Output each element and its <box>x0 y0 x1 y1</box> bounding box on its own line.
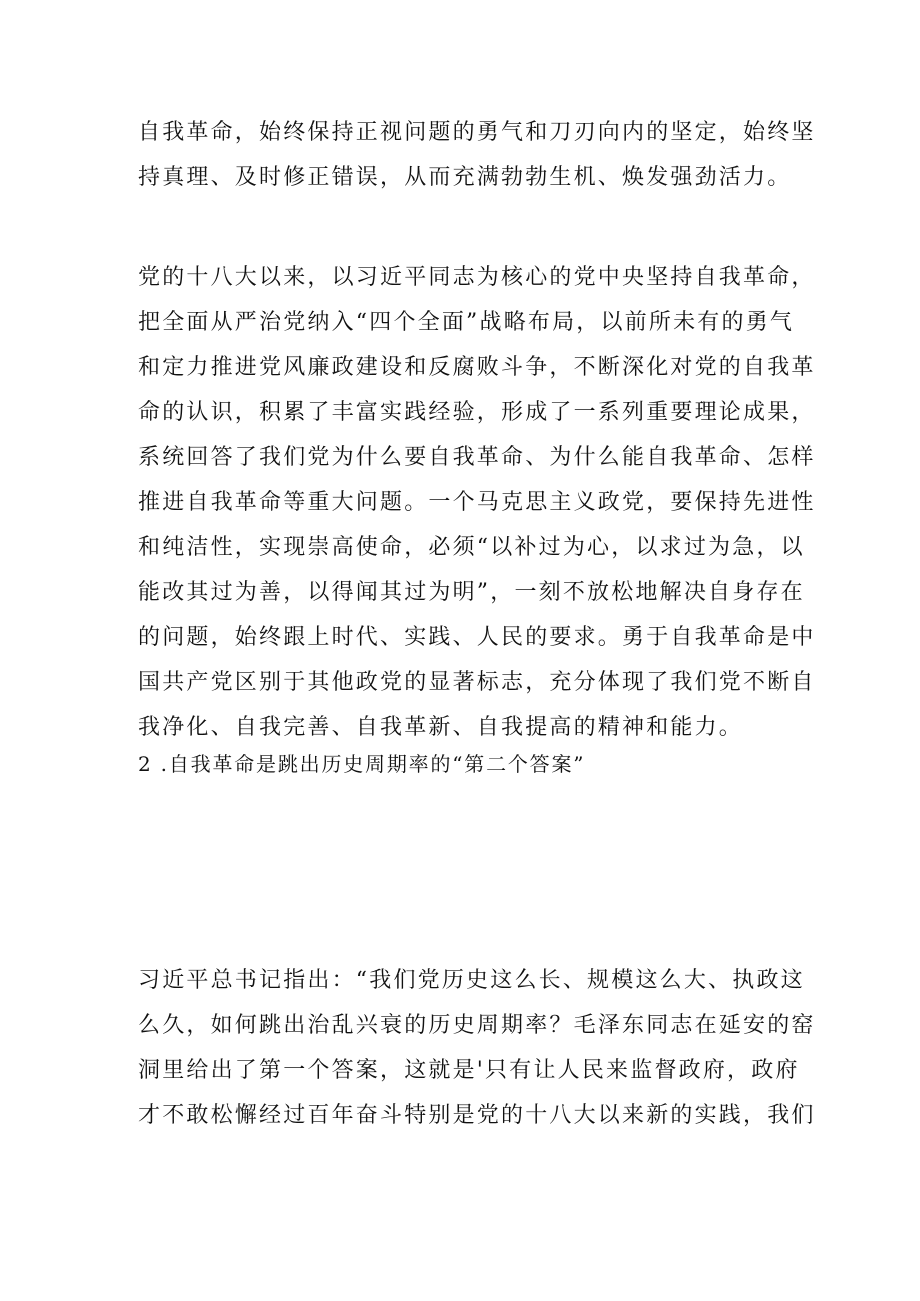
text-line: 党的十八大以来，以习近平同志为核心的党中央坚持自我革命， <box>138 265 816 290</box>
text-line: 我净化、自我完善、自我革新、自我提高的精神和能力。 <box>138 715 744 740</box>
text-line: 和纯洁性，实现崇高使命，必须“以补过为心，以求过为急，以 <box>138 535 805 560</box>
text-line: 习近平总书记指出：“我们党历史这么长、规模这么大、执政这 <box>138 968 805 993</box>
text-line: 把全面从严治党纳入“四个全面”战略布局，以前所未有的勇气 <box>138 310 795 335</box>
text-line: 和定力推进党风廉政建设和反腐败斗争，不断深化对党的自我革 <box>138 355 816 380</box>
paragraph-since-18th-congress <box>138 255 816 750</box>
text-line: 命的认识，积累了丰富实践经验，形成了一系列重要理论成果， <box>138 400 816 425</box>
text-line: 系统回答了我们党为什么要自我革命、为什么能自我革命、怎样 <box>138 445 816 470</box>
text-line: 国共产党区别于其他政党的显著标志，充分体现了我们党不断自 <box>138 670 816 695</box>
paragraph-self-revolution-intro <box>138 110 816 200</box>
text-line: 持真理、及时修正错误，从而充满勃勃生机、焕发强劲活力。 <box>138 165 792 190</box>
section-heading <box>138 742 798 786</box>
section-heading-text: 2 .自我革命是跳出历史周期率的“第二个答案” <box>138 752 586 776</box>
text-line: 自我革命，始终保持正视问题的勇气和刀刃向内的坚定，始终坚 <box>138 120 816 145</box>
text-line: 么久，如何跳出治乱兴衰的历史周期率？毛泽东同志在延安的窑 <box>138 1013 816 1038</box>
text-line: 推进自我革命等重大问题。一个马克思主义政党，要保持先进性 <box>138 490 816 515</box>
paragraph-xi-quote <box>138 958 816 1138</box>
text-line: 才不敢松懈经过百年奋斗特别是党的十八大以来新的实践，我们 <box>138 1103 816 1128</box>
text-line: 的问题，始终跟上时代、实践、人民的要求。勇于自我革命是中 <box>138 625 816 650</box>
text-line: 能改其过为善，以得闻其过为明”，一刻不放松地解决自身存在 <box>138 580 805 605</box>
text-line: 洞里给出了第一个答案，这就是'只有让人民来监督政府，政府 <box>138 1058 800 1083</box>
